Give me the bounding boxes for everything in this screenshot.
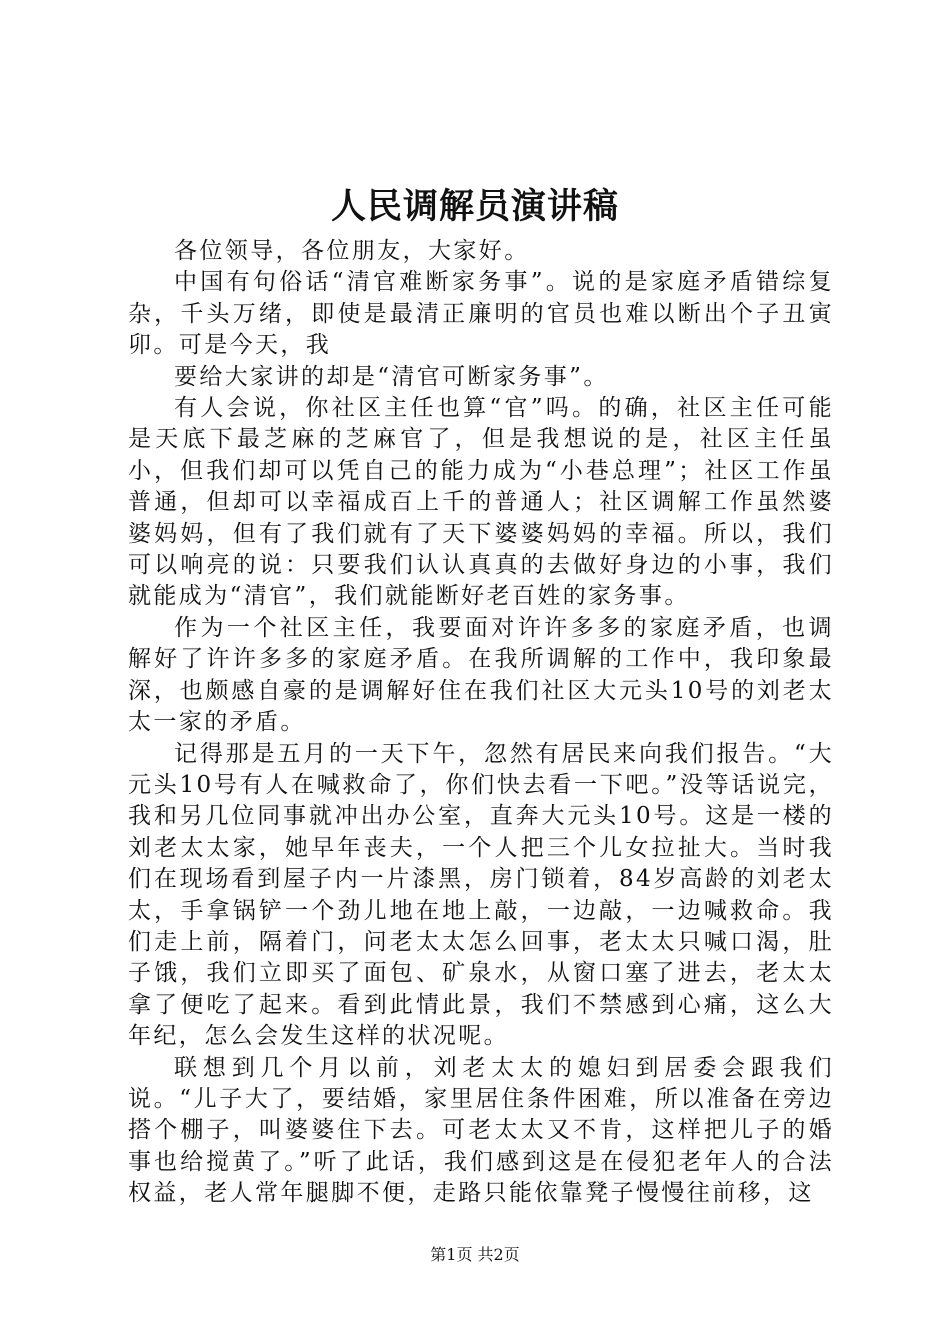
paragraph-community-director: 有人会说，你社区主任也算“官”吗。的确，社区主任可能是天底下最芝麻的芝麻官了，但是我想说的是，社区主任虽小，但我们却可以凭自己的能力成为“小巷总理”；社区工作虽普通，但却可以幸福成百上千的普通人；社区调解工作虽然婆婆妈妈，但有了我们就有了天下婆婆妈妈的幸福。所以，我们可以响亮的说：只要我们认认真真的去做好身边的小事，我们就能成为“清官”，我们就能断好老百姓的家务事。: [128, 395, 834, 610]
document-title: 人民调解员演讲稿: [330, 186, 619, 227]
page-footer: 第1页 共2页: [430, 1245, 520, 1264]
paragraph-background: 联想到几个月以前，刘老太太的媳妇到居委会跟我们说。“儿子大了，要结婚，家里居住条件困难，所以准备在旁边搭个棚子，叫婆婆住下去。可老太太又不肯，这样把儿子的婚事也给搅黄了。”听了此话，我们感到这是在侵犯老年人的合法权益，老人常年腿脚不便，走路只能依靠凳子慢慢往前移，这: [128, 1054, 834, 1207]
paragraph-topic: 要给大家讲的却是“清官可断家务事”。: [174, 363, 609, 390]
document-body: [128, 236, 834, 1210]
paragraph-greeting: 各位领导，各位朋友，大家好。: [174, 238, 530, 264]
paragraph-proverb: 中国有句俗话“清官难断家务事”。说的是家庭矛盾错综复杂，千头万绪，即使是最清正廉明的官员也难以断出个子丑寅卯。可是今天，我: [128, 269, 834, 359]
paragraph-family-disputes: 作为一个社区主任，我要面对许许多多的家庭矛盾，也调解好了许许多多的家庭矛盾。在我所调解的工作中，我印象最深，也颇感自豪的是调解好住在我们社区大元头10号的刘老太太一家的矛盾。: [128, 614, 834, 736]
paragraph-rescue-story: 记得那是五月的一天下午，忽然有居民来向我们报告。“大元头10号有人在喊救命了，你们快去看一下吧。”没等话说完，我和另几位同事就冲出办公室，直奔大元头10号。这是一楼的刘老太太家，她早年丧夫，一个人把三个儿女拉扯大。当时我们在现场看到屋子内一片漆黑，房门锁着，84岁高龄的刘老太太，手拿锅铲一个劲儿地在地上敲，一边敲，一边喊救命。我们走上前，隔着门，问老太太怎么回事，老太太只喊口渴，肚子饿，我们立即买了面包、矿泉水，从窗口塞了进去，老太太拿了便吃了起来。看到此情此景，我们不禁感到心痛，这么大年纪，怎么会发生这样的状况呢。: [128, 740, 834, 1050]
